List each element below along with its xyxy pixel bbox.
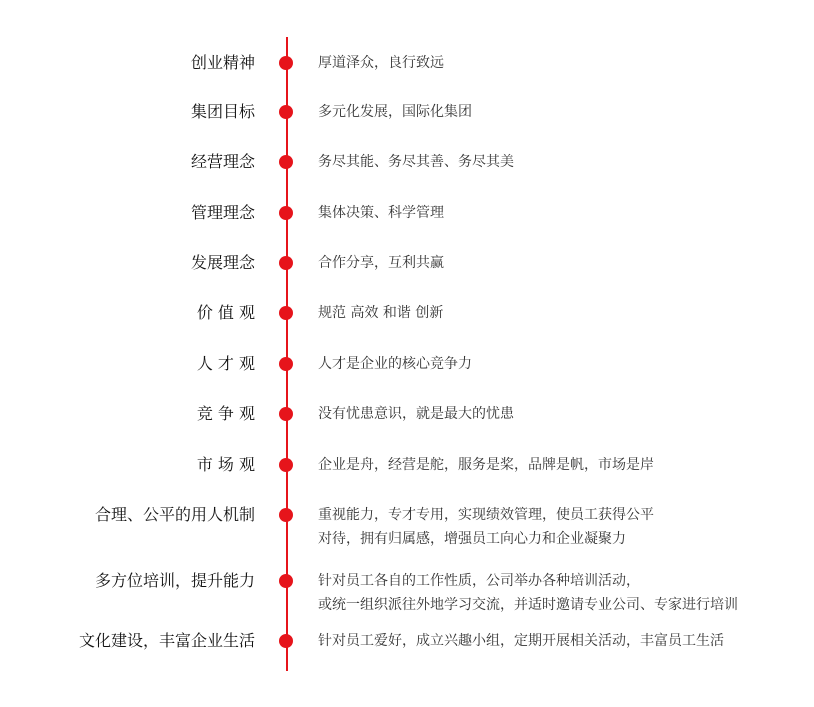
timeline-dot bbox=[279, 56, 293, 70]
timeline-dot bbox=[279, 458, 293, 472]
row-label: 管理理念 bbox=[190, 203, 255, 222]
timeline-dot bbox=[279, 407, 293, 421]
timeline-dot bbox=[279, 357, 293, 371]
row-description bbox=[318, 402, 514, 426]
timeline-dot bbox=[279, 206, 293, 220]
row-description bbox=[318, 150, 514, 174]
row-description bbox=[318, 569, 738, 617]
timeline-dot bbox=[279, 306, 293, 320]
description-line: 针对员工各自的工作性质，公司举办各种培训活动， bbox=[318, 573, 640, 589]
description-line: 针对员工爱好，成立兴趣小组，定期开展相关活动，丰富员工生活 bbox=[318, 633, 724, 649]
row-description bbox=[318, 51, 444, 75]
row-label: 集团目标 bbox=[190, 102, 255, 121]
description-line: 对待，拥有归属感，增强员工向心力和企业凝聚力 bbox=[318, 531, 626, 547]
timeline-dot bbox=[279, 574, 293, 588]
timeline-dot bbox=[279, 155, 293, 169]
row-label: 合理、公平的用人机制 bbox=[94, 505, 255, 524]
row-description bbox=[318, 201, 444, 225]
row-label: 人 才 观 bbox=[196, 354, 255, 373]
row-label: 发展理念 bbox=[190, 253, 255, 272]
description-line: 没有忧患意识，就是最大的忧患 bbox=[318, 406, 514, 422]
timeline-row bbox=[0, 352, 814, 376]
row-label: 文化建设，丰富企业生活 bbox=[78, 631, 255, 650]
row-description bbox=[318, 352, 472, 376]
timeline-dot bbox=[279, 256, 293, 270]
description-line: 或统一组织派往外地学习交流，并适时邀请专业公司、专家进行培训 bbox=[318, 597, 738, 613]
description-line: 厚道泽众，良行致远 bbox=[318, 55, 444, 71]
timeline-row bbox=[0, 51, 814, 75]
description-line: 人才是企业的核心竞争力 bbox=[318, 356, 472, 372]
timeline-row bbox=[0, 100, 814, 124]
row-label: 竞 争 观 bbox=[196, 404, 255, 423]
row-label: 经营理念 bbox=[190, 152, 255, 171]
row-description bbox=[318, 100, 472, 124]
row-label: 创业精神 bbox=[190, 53, 255, 72]
description-line: 集体决策、科学管理 bbox=[318, 205, 444, 221]
row-description bbox=[318, 503, 654, 551]
description-line: 规范 高效 和谐 创新 bbox=[318, 305, 444, 321]
row-label: 价 值 观 bbox=[196, 303, 255, 322]
row-description bbox=[318, 251, 444, 275]
row-label: 市 场 观 bbox=[196, 455, 255, 474]
timeline-row bbox=[0, 150, 814, 174]
timeline-row bbox=[0, 629, 814, 653]
description-line: 企业是舟，经营是舵，服务是桨，品牌是帆，市场是岸 bbox=[318, 457, 654, 473]
timeline-row bbox=[0, 251, 814, 275]
row-description bbox=[318, 301, 443, 325]
timeline-row bbox=[0, 503, 814, 547]
timeline-row bbox=[0, 569, 814, 613]
description-line: 合作分享，互利共赢 bbox=[318, 255, 444, 271]
timeline-dot bbox=[279, 105, 293, 119]
timeline-dot bbox=[279, 634, 293, 648]
description-line: 务尽其能、务尽其善、务尽其美 bbox=[318, 154, 514, 170]
row-description bbox=[318, 453, 654, 477]
timeline-row bbox=[0, 402, 814, 426]
row-label: 多方位培训，提升能力 bbox=[94, 571, 255, 590]
timeline-dot bbox=[279, 508, 293, 522]
description-line: 重视能力，专才专用，实现绩效管理，使员工获得公平 bbox=[318, 507, 654, 523]
timeline-row bbox=[0, 201, 814, 225]
row-description bbox=[318, 629, 724, 653]
description-line: 多元化发展，国际化集团 bbox=[318, 104, 472, 120]
timeline-row bbox=[0, 453, 814, 477]
timeline-row bbox=[0, 301, 814, 325]
